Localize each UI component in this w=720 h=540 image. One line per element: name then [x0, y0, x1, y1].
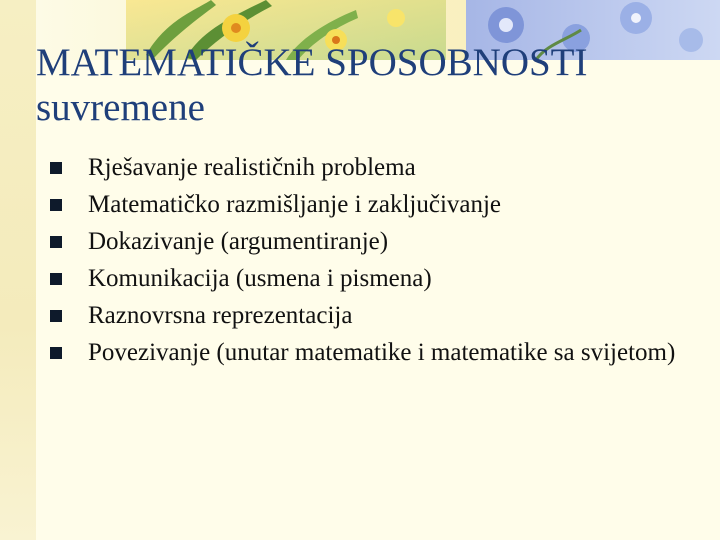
square-bullet-icon	[50, 236, 62, 248]
bullet-text: Rješavanje realističnih problema	[88, 154, 416, 181]
slide-title	[36, 40, 696, 130]
square-bullet-icon	[50, 310, 62, 322]
square-bullet-icon	[50, 199, 62, 211]
slide-title-line-1: MATEMATIČKE SPOSOBNOSTI	[36, 41, 588, 84]
bullet-text: Matematičko razmišljanje i zaključivanje	[88, 191, 502, 218]
bullet-text: Raznovrsna reprezentacija	[88, 302, 353, 329]
bullet-text: Povezivanje (unutar matematike i matematike sa svijetom)	[88, 339, 676, 366]
bullet-item	[50, 189, 700, 220]
bullet-list	[50, 152, 700, 374]
square-bullet-icon	[50, 162, 62, 174]
bullet-item	[50, 337, 700, 368]
square-bullet-icon	[50, 347, 62, 359]
bullet-text: Komunikacija (usmena i pismena)	[88, 265, 432, 292]
bullet-item	[50, 263, 700, 294]
slide-title-line-2: suvremene	[36, 86, 205, 129]
left-decorative-strip	[0, 0, 36, 540]
bullet-item	[50, 152, 700, 183]
bullet-item	[50, 226, 700, 257]
square-bullet-icon	[50, 273, 62, 285]
bullet-item	[50, 300, 700, 331]
bullet-text: Dokazivanje (argumentiranje)	[88, 228, 389, 255]
